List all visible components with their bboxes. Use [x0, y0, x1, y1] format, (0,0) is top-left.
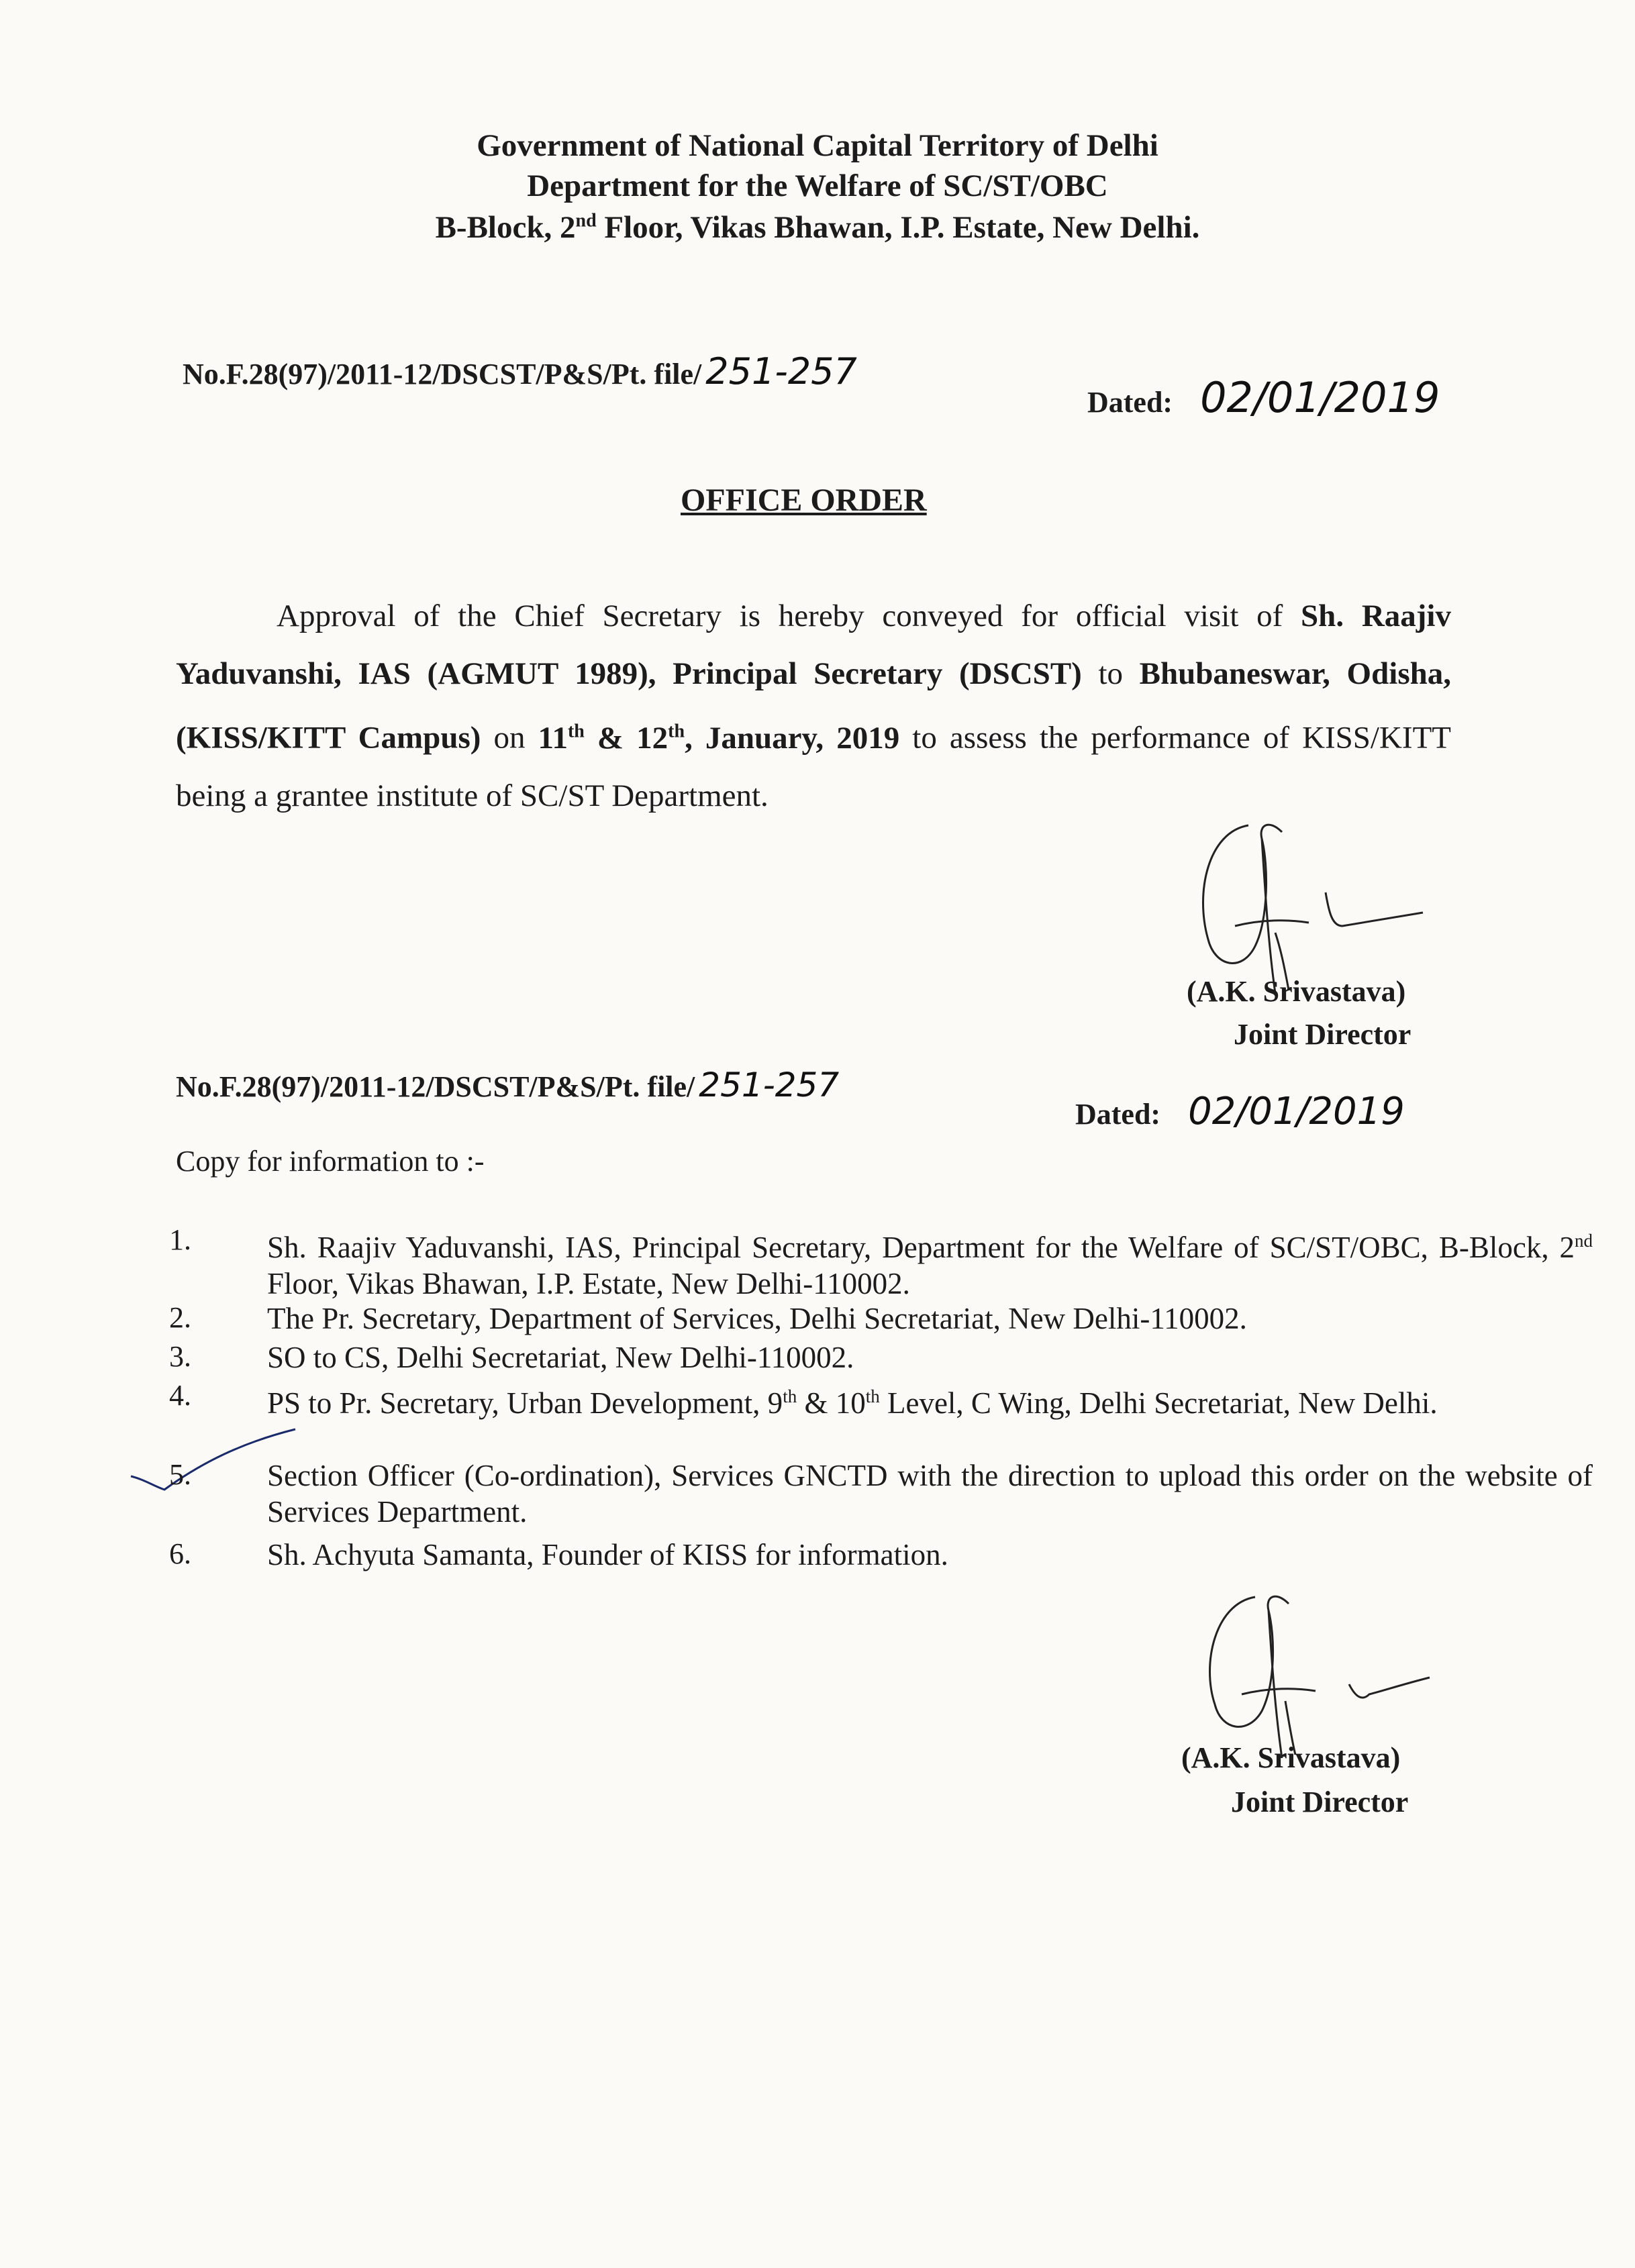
copy-item: Section Officer (Co-ordination), Services GNCTD with the direction to upload this order on the website of Services Department.	[267, 1459, 1593, 1529]
copy-reference-number: No.F.28(97)/2011-12/DSCST/P&S/Pt. file/ 251-257	[176, 1066, 840, 1104]
copy-item: PS to Pr. Secretary, Urban Development, 9th & 10th Level, C Wing, Delhi Secretariat, New Delhi.	[267, 1386, 1438, 1420]
copy-item-number: 4.	[169, 1379, 191, 1412]
copy-item: The Pr. Secretary, Department of Services, Delhi Secretariat, New Delhi-110002.	[267, 1302, 1247, 1335]
copy-item: Sh. Raajiv Yaduvanshi, IAS, Principal Secretary, Department for the Welfare of SC/ST/OBC, B-Block, 2nd Floor, Vikas Bhawan, I.P. Estate, New Delhi-110002.	[267, 1231, 1593, 1300]
handwritten-copy-file-number: 251-257	[699, 1066, 840, 1104]
signatory-designation-1: Joint Director	[1234, 1018, 1411, 1051]
copy-item-number: 2.	[169, 1301, 191, 1334]
signatory-name-1: (A.K. Srivastava)	[1187, 975, 1406, 1008]
order-reference-number: No.F.28(97)/2011-12/DSCST/P&S/Pt. file/ 251-257	[183, 350, 857, 393]
header-department: Department for the Welfare of SC/ST/OBC	[527, 168, 1108, 203]
signatory-designation-2: Joint Director	[1231, 1786, 1409, 1818]
copy-dated: Dated: 02/01/2019	[1075, 1090, 1405, 1133]
handwritten-file-number: 251-257	[705, 350, 857, 393]
copy-item: Sh. Achyuta Samanta, Founder of KISS for information.	[267, 1538, 948, 1571]
order-dated: Dated: 02/01/2019	[1087, 373, 1440, 422]
copy-item: SO to CS, Delhi Secretariat, New Delhi-110002.	[267, 1341, 854, 1374]
handwritten-copy-date: 02/01/2019	[1188, 1090, 1405, 1133]
office-order-title: OFFICE ORDER	[681, 482, 927, 518]
copy-item-number: 5.	[169, 1458, 191, 1491]
handwritten-date: 02/01/2019	[1200, 373, 1440, 422]
header-address: B-Block, 2nd Floor, Vikas Bhawan, I.P. Estate, New Delhi.	[435, 210, 1200, 245]
order-body-paragraph: Approval of the Chief Secretary is hereby conveyed for official visit of Sh. Raajiv Yaduvanshi, IAS (AGMUT 1989), Principal Secretary (DSCST) to Bhubaneswar, Odisha, (KISS/KITT Campus) on 11th & 12th, January, 2019 to assess the performance of KISS/KITT being a grantee institute of SC/ST Department.	[176, 599, 1452, 813]
signatory-name-2: (A.K. Srivastava)	[1181, 1741, 1401, 1774]
header-government: Government of National Capital Territory of Delhi	[477, 128, 1158, 163]
copy-item-number: 3.	[169, 1340, 191, 1373]
copy-item-number: 1.	[169, 1223, 191, 1256]
copy-for-information-label: Copy for information to :-	[176, 1145, 485, 1178]
copy-item-number: 6.	[169, 1537, 191, 1570]
